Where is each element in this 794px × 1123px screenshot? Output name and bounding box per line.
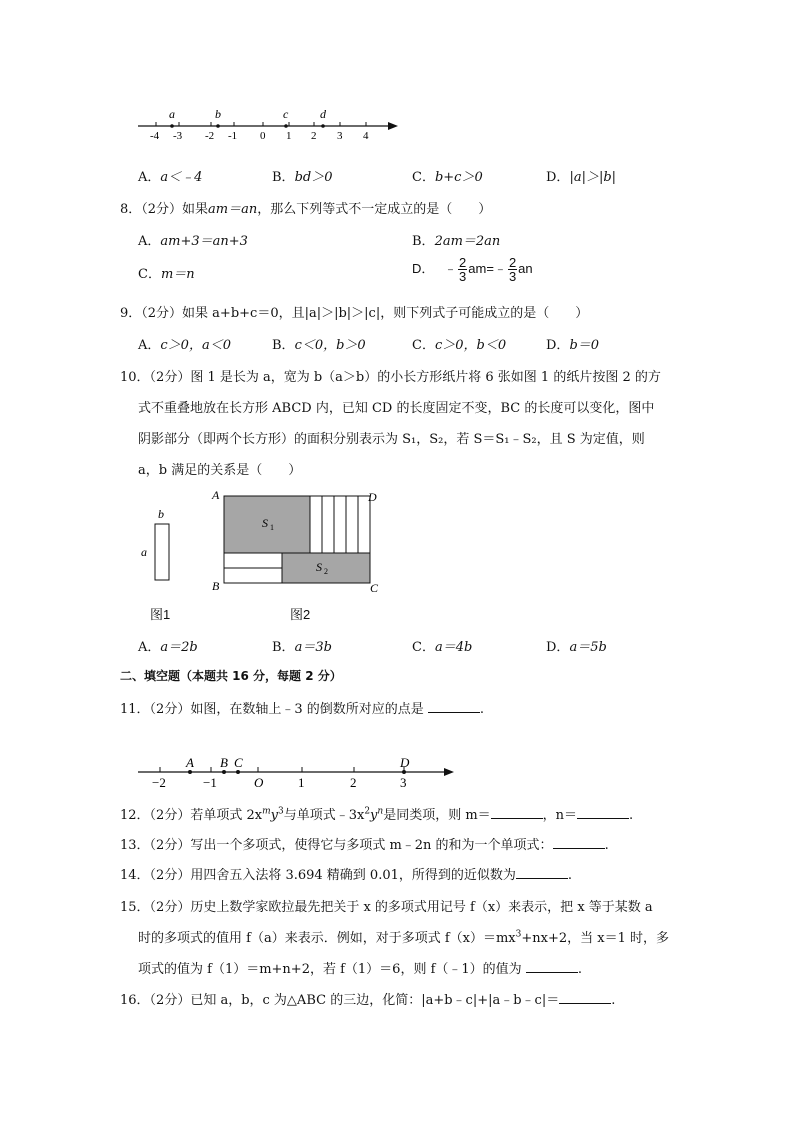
- q10-line1: 10．（2分）图 1 是长为 a，宽为 b（a＞b）的小长方形纸片将 6 张如图 1 的纸片按图 2 的方: [120, 370, 661, 385]
- q12-var: y: [270, 808, 278, 823]
- tick-label: 1: [286, 130, 292, 142]
- tick-label: 1: [298, 775, 305, 790]
- point-dot: [402, 770, 406, 774]
- q8-option-d[interactable]: D． ﹣ $\frac{2}{3}$ am=﹣ $\frac{2}{3}$ an: [412, 255, 533, 284]
- fig2-label-c: C: [370, 581, 379, 595]
- q13-tail: .: [604, 838, 609, 853]
- answer-blank[interactable]: [516, 866, 568, 879]
- option-text: a＝5b: [569, 640, 607, 655]
- q10-line3: 阴影部分（即两个长方形）的面积分别表示为 S₁，S₂，若 S＝S₁﹣S₂，且 S 为定值，则: [138, 432, 645, 447]
- q9-option-d[interactable]: [546, 334, 599, 353]
- option-label: C．: [412, 640, 435, 655]
- fig2-caption: 图2: [290, 607, 311, 622]
- q15-text: 项式的值为 f（1）＝m+n+2，若 f（1）＝6，则 f（﹣1）的值为: [138, 962, 522, 977]
- q11-tail: .: [479, 702, 484, 717]
- q12-text: ，n＝: [542, 808, 578, 823]
- option-label: B．: [272, 338, 295, 353]
- fraction-num: 2: [459, 255, 467, 270]
- q15-line3: [138, 958, 582, 977]
- q7-number-line: [134, 106, 404, 146]
- q9-option-b[interactable]: [272, 334, 366, 353]
- tick-label: O: [254, 775, 264, 790]
- q10-figure2: [204, 486, 384, 598]
- point-dot: [188, 770, 192, 774]
- section-heading: 二、填空题（本题共 16 分，每题 2 分）: [120, 669, 342, 683]
- option-text: am=: [468, 260, 494, 276]
- q8-stem-eq: am＝an: [208, 202, 258, 217]
- q7-option-d[interactable]: [546, 166, 616, 185]
- q12-text: .: [629, 808, 634, 823]
- option-text: am+3＝an+3: [160, 234, 248, 249]
- point-label: D: [400, 755, 410, 770]
- answer-blank[interactable]: [559, 991, 611, 1004]
- tick-label: 0: [260, 130, 266, 142]
- q11-stem-text: 11．（2分）如图，在数轴上﹣3 的倒数所对应的点是: [120, 702, 424, 717]
- option-label: D．: [546, 170, 570, 185]
- fig1-a-label: a: [141, 545, 147, 559]
- option-label: B．: [272, 170, 295, 185]
- tick-label: 2: [311, 130, 317, 142]
- q10-option-d[interactable]: [546, 636, 607, 655]
- q7-option-b[interactable]: [272, 166, 332, 185]
- option-text: a＝2b: [160, 640, 198, 655]
- q16-tail: .: [611, 993, 616, 1008]
- tick-label: −1: [203, 775, 217, 790]
- q12-stem: [120, 804, 633, 823]
- q14-stem: [120, 864, 572, 883]
- tick-label: -3: [173, 130, 183, 142]
- fraction: [508, 256, 517, 283]
- q8-stem-num: 8．（2分）如果: [120, 202, 209, 217]
- point-dot: [216, 124, 220, 128]
- answer-blank[interactable]: [526, 960, 578, 973]
- q12-var: y: [370, 808, 378, 823]
- q8-option-b[interactable]: [412, 230, 500, 249]
- q8-option-c[interactable]: [138, 263, 195, 282]
- option-label: A．: [138, 640, 161, 655]
- option-text: |a|＞|b|: [569, 170, 617, 185]
- q12-text: 是同类项，则 m＝: [383, 808, 491, 823]
- tick-label: 2: [350, 775, 357, 790]
- q15-sup: 3: [515, 929, 522, 940]
- q14-tail: .: [567, 868, 573, 883]
- option-label: C．: [138, 267, 161, 282]
- option-label: A．: [138, 338, 161, 353]
- answer-blank[interactable]: [553, 836, 605, 849]
- q11-stem: [120, 698, 484, 717]
- fig2-label-b: B: [212, 579, 220, 593]
- fig2-label-s1-sub: 1: [270, 523, 274, 532]
- option-label: B．: [272, 640, 295, 655]
- q15-line2: [138, 927, 669, 946]
- option-text: a＜﹣4: [160, 170, 203, 185]
- option-label: C．: [412, 338, 435, 353]
- tick-label: 3: [400, 775, 407, 790]
- option-text: b+c＞0: [434, 170, 483, 185]
- q7-option-c[interactable]: [412, 166, 483, 185]
- tick-label: -1: [228, 130, 238, 142]
- q16-text: 16．（2分）已知 a，b，c 为△ABC 的三边，化简：|a+b﹣c|+|a﹣b﹣c|＝: [120, 993, 560, 1008]
- option-text: b＝0: [569, 338, 600, 353]
- q10-line4: a，b 满足的关系是（ ）: [138, 463, 302, 478]
- option-label: A．: [138, 234, 161, 249]
- fig2-label-s2: S: [316, 560, 322, 574]
- option-label: D．: [546, 338, 570, 353]
- option-text: c＜0，b＞0: [294, 338, 366, 353]
- q15-text: 时的多项式的值用 f（a）来表示．例如，对于多项式 f（x）＝mx: [138, 931, 516, 946]
- q15-tail: .: [577, 962, 582, 977]
- option-label: D．: [412, 260, 435, 276]
- q10-figure1: [134, 502, 194, 592]
- tick-label: 3: [337, 130, 343, 142]
- point-label: d: [320, 107, 326, 121]
- q10-option-c[interactable]: [412, 636, 472, 655]
- answer-blank[interactable]: [491, 806, 543, 819]
- fig2-label-s2-sub: 2: [324, 567, 328, 576]
- q15-line1: 15．（2分）历史上数学家欧拉最先把关于 x 的多项式用记号 f（x）来表示，把 x 等于某数 a: [120, 900, 653, 915]
- option-text: c＞0，b＜0: [434, 338, 507, 353]
- q10-line2: 式不重叠地放在长方形 ABCD 内，已知 CD 的长度固定不变，BC 的长度可以变化，图中: [138, 401, 655, 416]
- q8-option-a[interactable]: [138, 230, 248, 249]
- point-label: b: [215, 107, 221, 121]
- q12-sup: m: [262, 806, 271, 817]
- point-dot: [170, 124, 174, 128]
- tick-label: 4: [363, 130, 369, 142]
- point-label: c: [283, 107, 289, 121]
- tick-label: -4: [150, 130, 160, 142]
- option-label: A．: [138, 170, 161, 185]
- fig1-b-label: b: [158, 507, 164, 521]
- option-text: a＝3b: [294, 640, 332, 655]
- q10-option-b[interactable]: [272, 636, 332, 655]
- point-dot: [284, 124, 288, 128]
- fraction: [458, 256, 467, 283]
- q11-number-line: [134, 750, 464, 794]
- q9-option-a[interactable]: [138, 334, 231, 353]
- point-label: C: [234, 755, 243, 770]
- q8-stem-rest: ，那么下列等式不一定成立的是（ ）: [257, 202, 492, 217]
- answer-blank[interactable]: [577, 806, 629, 819]
- point-dot: [321, 124, 325, 128]
- q9-stem: 9．（2分）如果 a+b+c＝0，且|a|＞|b|＞|c|，则下列式子可能成立的是（ ）: [120, 306, 589, 321]
- option-label: B．: [412, 234, 435, 249]
- option-text: an: [518, 260, 533, 276]
- fraction-den: 3: [459, 269, 467, 284]
- option-label: D．: [546, 640, 570, 655]
- option-text: bd＞0: [294, 170, 333, 185]
- q12-text: 与单项式﹣3x: [283, 808, 365, 823]
- q12-sup: 3: [277, 806, 284, 817]
- option-text: 2am＝2an: [434, 234, 501, 249]
- q12-sup: n: [377, 806, 384, 817]
- tick-label: -2: [205, 130, 215, 142]
- fraction-num: 2: [508, 255, 517, 270]
- option-text: m＝n: [160, 267, 195, 282]
- q13-stem: [120, 834, 609, 853]
- fig2-label-d: D: [368, 490, 377, 504]
- fig2-label-s1: S: [262, 516, 268, 530]
- q16-stem: [120, 989, 615, 1008]
- point-label: a: [169, 107, 175, 121]
- q8-stem: [120, 198, 491, 217]
- answer-blank[interactable]: [428, 700, 480, 713]
- point-label: A: [186, 755, 194, 770]
- q10-option-a[interactable]: [138, 636, 198, 655]
- tick-label: −2: [152, 775, 166, 790]
- option-text: a＝4b: [434, 640, 473, 655]
- q12-sup: 2: [364, 806, 371, 817]
- q7-option-a[interactable]: [138, 166, 202, 185]
- point-label: B: [220, 755, 228, 770]
- point-dot: [236, 770, 240, 774]
- q14-text: 14．（2分）用四舍五入法将 3.694 精确到 0.01，所得到的近似数为: [120, 868, 516, 883]
- q13-text: 13．（2分）写出一个多项式，使得它与多项式 m﹣2n 的和为一个单项式：: [120, 838, 553, 853]
- fig2-label-a: A: [212, 488, 220, 502]
- q12-text: 12．（2分）若单项式 2x: [120, 808, 263, 823]
- q15-text: +nx+2，当 x＝1 时，多: [521, 931, 670, 946]
- point-dot: [222, 770, 226, 774]
- option-text: c＞0，a＜0: [160, 338, 231, 353]
- fraction-den: 3: [508, 269, 517, 284]
- q9-option-c[interactable]: [412, 334, 506, 353]
- fig1-caption: 图1: [150, 607, 171, 622]
- option-label: C．: [412, 170, 435, 185]
